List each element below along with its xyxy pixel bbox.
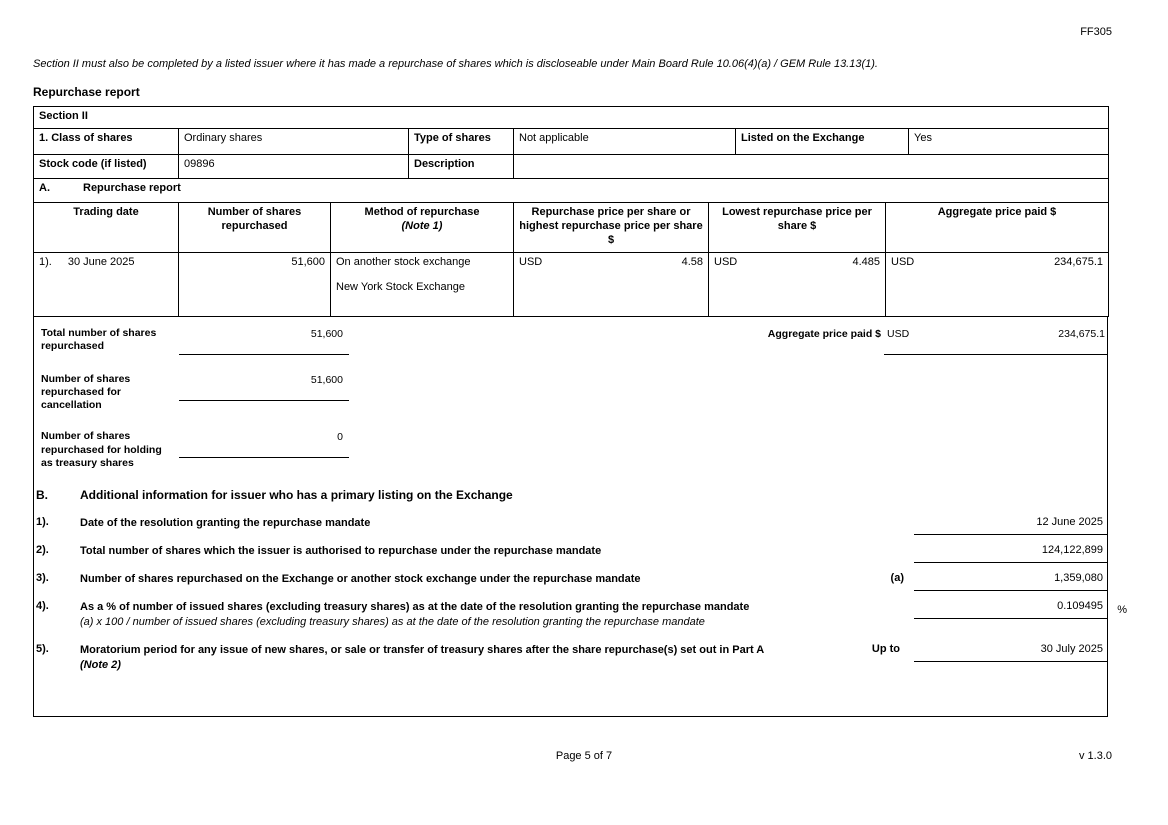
- section-b-label: B.: [36, 487, 48, 502]
- aggregate-paid-cell: [886, 253, 1109, 317]
- item-5-num: 5).: [36, 643, 49, 656]
- treasury-value: 0: [179, 430, 349, 458]
- aggregate-total-value-box: [884, 327, 1107, 355]
- col-shares-repurchased: Number of shares repurchased: [179, 203, 331, 253]
- description-value: [514, 155, 1109, 179]
- item-4-text: As a % of number of issued shares (excluding treasury shares) as at the date of the resolution granting the repurchase mandate: [80, 600, 750, 613]
- item-2-text: Total number of shares which the issuer is authorised to repurchase under the repurchase mandate: [80, 544, 602, 557]
- form-number: FF305: [1080, 26, 1112, 38]
- section-b-item-4: [34, 599, 1127, 630]
- section-b-item-2: [34, 544, 1107, 563]
- totals-and-section-b: [33, 317, 1127, 717]
- report-title: Repurchase report: [33, 85, 140, 99]
- repurchase-row: [34, 253, 1109, 317]
- col-method-title: Method of repurchase: [364, 206, 480, 218]
- section-a-header: [34, 179, 1109, 203]
- total-shares-row: [34, 327, 1107, 355]
- section-b-item-5: [34, 643, 1107, 673]
- item-2-value: 124,122,899: [914, 544, 1107, 563]
- type-of-shares-value: Not applicable: [514, 129, 736, 155]
- method-line2: New York Stock Exchange: [336, 281, 466, 293]
- col-price-high: Repurchase price per share or highest repurchase price per share $: [514, 203, 709, 253]
- row-index: 1).: [39, 256, 52, 268]
- price-high-currency: USD: [519, 256, 543, 268]
- cancellation-label: Number of shares repurchased for cancellation: [41, 373, 131, 412]
- item-3-num: 3).: [36, 571, 49, 584]
- item-4-value: 0.109495: [914, 600, 1107, 619]
- section-b-title: Additional information for issuer who has a primary listing on the Exchange: [80, 487, 513, 502]
- method-line1: On another stock exchange: [336, 256, 471, 268]
- section-b-item-1: [34, 516, 1107, 535]
- item-5-text-block: [80, 643, 872, 673]
- form-body: [33, 58, 1127, 717]
- item-3-text: Number of shares repurchased on the Exchange or another stock exchange under the repurchase mandate: [80, 572, 641, 585]
- listed-on-exchange-label: Listed on the Exchange: [736, 129, 909, 155]
- item-5-text: Moratorium period for any issue of new shares, or sale or transfer of treasury shares after the share repurchase(s) set out in Part A: [80, 644, 765, 657]
- item-5-note: (Note 2): [80, 659, 121, 672]
- item-3-prefix: (a): [890, 571, 904, 584]
- method-cell: [331, 253, 514, 317]
- item-2-num: 2).: [36, 543, 49, 556]
- shares-repurchased-cell: 51,600: [179, 253, 331, 317]
- item-4-note: (a) x 100 / number of issued shares (excluding treasury shares) as at the date of the resolution granting the repurchase mandate: [80, 615, 705, 628]
- item-5-value: 30 July 2025: [914, 643, 1107, 662]
- item-4-text-block: [80, 600, 914, 630]
- trading-date-cell: [34, 253, 179, 317]
- total-shares-label: Total number of shares repurchased: [41, 327, 157, 353]
- item-5-prefix: Up to: [871, 643, 900, 656]
- item-1-text: Date of the resolution granting the repurchase mandate: [80, 516, 371, 529]
- total-shares-value: 51,600: [179, 327, 349, 355]
- section-a-title: Repurchase report: [83, 182, 181, 194]
- price-low-cell: [709, 253, 886, 317]
- col-aggregate-paid: Aggregate price paid $: [886, 203, 1109, 253]
- item-4-suffix: %: [1117, 603, 1127, 616]
- item-4-num: 4).: [36, 599, 49, 612]
- aggregate-total-currency: USD: [887, 328, 910, 340]
- col-trading-date: Trading date: [34, 203, 179, 253]
- item-3-value: 1,359,080: [914, 572, 1107, 591]
- listed-on-exchange-value: Yes: [909, 129, 1109, 155]
- section-ii-label: Section II: [34, 107, 1109, 129]
- col-price-low: Lowest repurchase price per share $: [709, 203, 886, 253]
- aggregate-total-value: 234,675.1: [1058, 328, 1105, 340]
- repurchase-report-table: [33, 106, 1109, 317]
- form-version: v 1.3.0: [1078, 750, 1112, 762]
- aggregate-paid-value: 234,675.1: [1054, 256, 1103, 268]
- cancellation-value: 51,600: [179, 373, 349, 401]
- page-number: Page 5 of 7: [555, 750, 613, 762]
- treasury-row: [34, 430, 1107, 469]
- stock-code-value: 09896: [179, 155, 409, 179]
- type-of-shares-label: Type of shares: [409, 129, 514, 155]
- section-b-header: [34, 488, 1107, 502]
- item-1-value: 12 June 2025: [914, 516, 1107, 535]
- price-low-currency: USD: [714, 256, 738, 268]
- item-1-num: 1).: [36, 515, 49, 528]
- cancellation-row: [34, 373, 1107, 412]
- description-label: Description: [409, 155, 514, 179]
- section-a-label: A.: [39, 182, 50, 194]
- aggregate-total-label: Aggregate price paid $: [767, 328, 881, 340]
- price-high-value: 4.58: [681, 256, 703, 268]
- aggregate-currency: USD: [891, 256, 915, 268]
- price-high-cell: [514, 253, 709, 317]
- col-method-note: (Note 1): [401, 219, 443, 232]
- price-low-value: 4.485: [852, 256, 880, 268]
- intro-note: Section II must also be completed by a listed issuer where it has made a repurchase of shares which is discloseable under Main Board Rule 10.06(4)(a) / GEM Rule 13.13(1).: [33, 58, 878, 70]
- class-of-shares-value: Ordinary shares: [179, 129, 409, 155]
- class-of-shares-label: 1. Class of shares: [34, 129, 179, 155]
- col-method: [331, 203, 514, 253]
- treasury-label: Number of shares repurchased for holding as treasury shares: [41, 430, 162, 469]
- stock-code-label: Stock code (if listed): [34, 155, 179, 179]
- trading-date-value: 30 June 2025: [67, 256, 135, 268]
- section-b-item-3: [34, 572, 1107, 591]
